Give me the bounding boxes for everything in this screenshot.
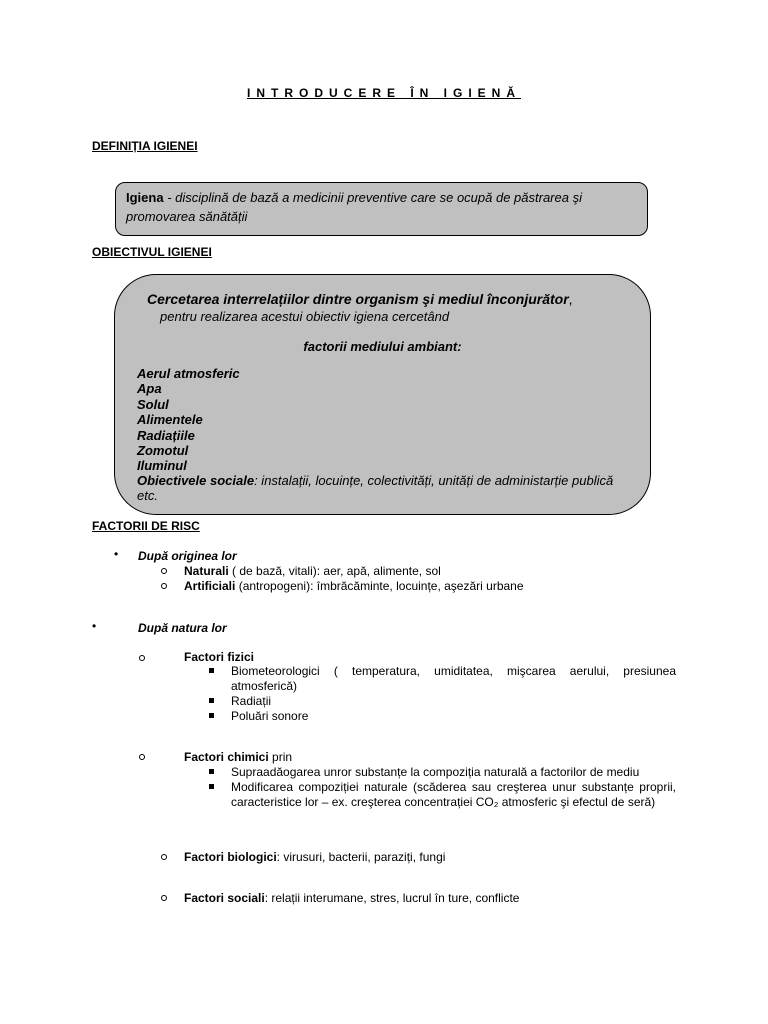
physical-item-biometeo: Biometeorologici ( temperatura, umiditatea, mişcarea aerului, presiunea atmosferică) <box>231 664 676 693</box>
origin-heading: După originea lor <box>138 549 237 563</box>
objective-lead: Cercetarea interrelațiilor dintre organism şi mediul înconjurător, <box>147 291 573 307</box>
bullet-dot-icon: • <box>92 619 97 633</box>
bullet-dot-icon: • <box>114 547 119 561</box>
physical-item-radiation: Radiații <box>231 694 272 708</box>
physical-item-noise: Poluări sonore <box>231 709 309 723</box>
definition-text: - disciplină de bază a medicinii preventive care se ocupă de păstrarea şi promovarea sănătății <box>126 190 582 224</box>
square-bullet-icon <box>209 698 214 703</box>
circle-bullet-icon <box>139 655 145 661</box>
chemical-item-modification: Modificarea compoziției naturale (scăderea sau creşterea unur substanțe proprii, caracteristice lor – ex. creşterea concentrației CO₂ atmosferic şi efectul de seră) <box>231 780 676 809</box>
objective-item-water: Apa <box>137 381 162 396</box>
objective-item-social: Obiectivele sociale: instalații, locuințe, colectivități, unități de administarție publică etc. <box>137 473 614 503</box>
objective-factors-heading: factorii mediului ambiant: <box>303 339 462 354</box>
chemical-item-addition: Supraadăogarea unror substanțe la compoziția naturală a factorilor de mediu <box>231 765 640 779</box>
circle-bullet-icon <box>161 854 167 860</box>
circle-bullet-icon <box>139 754 145 760</box>
square-bullet-icon <box>209 713 214 718</box>
objective-item-noise: Zomotul <box>137 443 189 458</box>
circle-bullet-icon <box>161 895 167 901</box>
physical-factors-label: Factori fizici <box>184 650 255 664</box>
section-risk-heading: FACTORII DE RISC <box>92 519 200 533</box>
objective-item-radiation: Radiațiile <box>137 428 195 443</box>
biological-factors: Factori biologici: virusuri, bacterii, paraziți, fungi <box>184 850 446 864</box>
origin-artificial: Artificiali (antropogeni): îmbrăcăminte, locuințe, aşezări urbane <box>184 579 524 593</box>
section-definition-heading: DEFINIȚIA IGIENEI <box>92 139 198 153</box>
square-bullet-icon <box>209 668 214 673</box>
origin-natural: Naturali ( de bază, vitali): aer, apă, alimente, sol <box>184 564 441 578</box>
objective-item-lighting: Iluminul <box>137 458 187 473</box>
square-bullet-icon <box>209 769 214 774</box>
social-factors: Factori sociali: relații interumane, stres, lucrul în ture, conflicte <box>184 891 520 905</box>
objective-sub: pentru realizarea acestui obiectiv igiena cercetând <box>160 309 450 324</box>
objective-item-food: Alimentele <box>137 412 203 427</box>
objective-box <box>114 274 651 515</box>
page-title: INTRODUCERE ÎN IGIENĂ <box>246 86 521 100</box>
nature-heading: După natura lor <box>138 621 227 635</box>
circle-bullet-icon <box>161 583 167 589</box>
objective-item-soil: Solul <box>137 397 169 412</box>
chemical-factors-label: Factori chimici prin <box>184 750 293 764</box>
section-objective-heading: OBIECTIVUL IGIENEI <box>92 245 212 259</box>
definition-box <box>115 182 648 236</box>
square-bullet-icon <box>209 784 214 789</box>
definition-term: Igiena <box>126 190 164 205</box>
circle-bullet-icon <box>161 568 167 574</box>
objective-item-air: Aerul atmosferic <box>137 366 240 381</box>
